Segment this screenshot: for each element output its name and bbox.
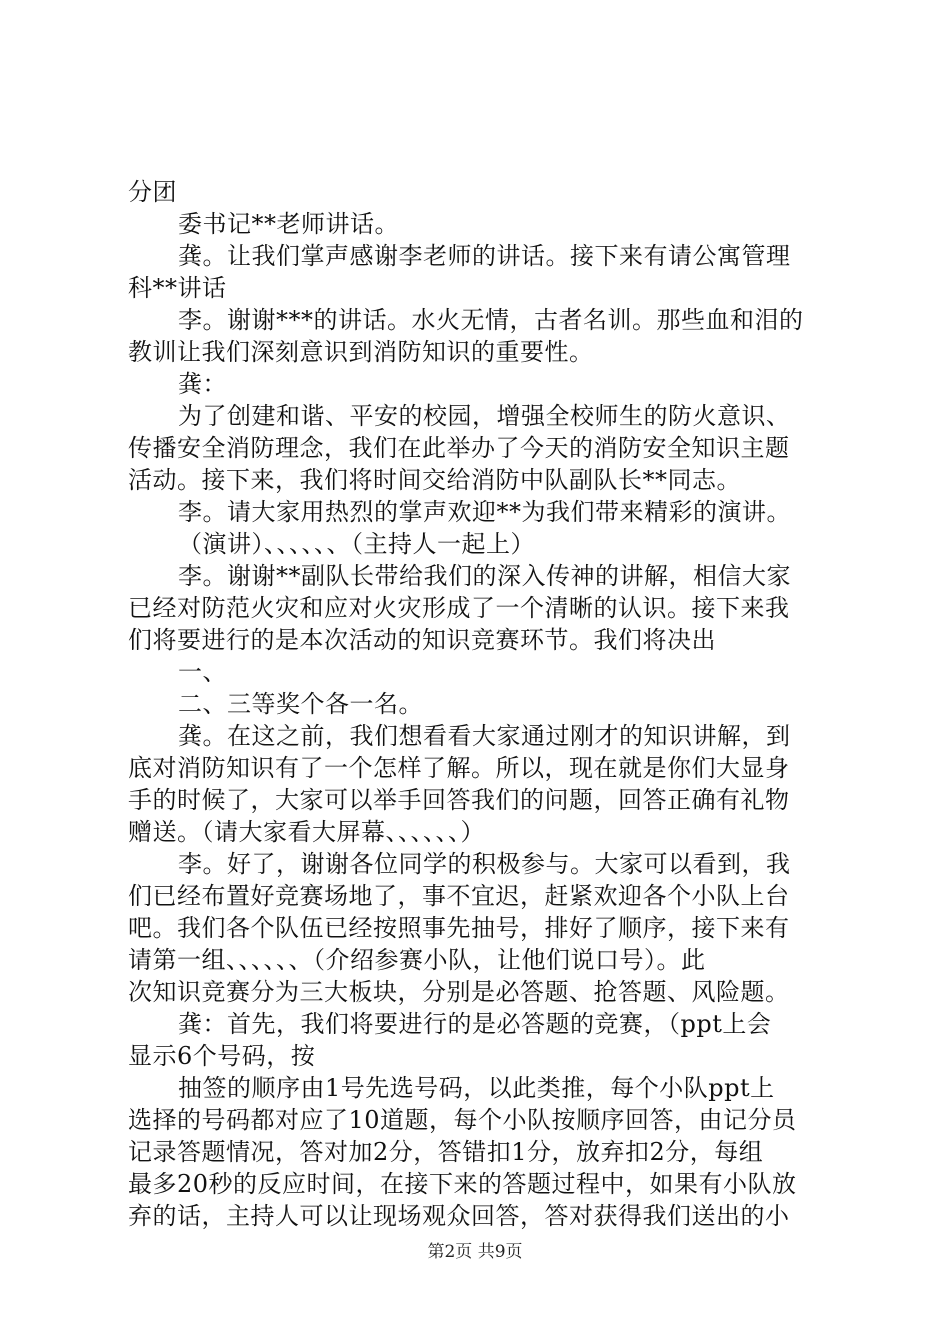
text-line: 最多20秒的反应时间，在接下来的答题过程中，如果有小队放 (128, 1170, 797, 1198)
text-line: 抽签的顺序由1号先选号码，以此类推，每个小队ppt上 (178, 1074, 775, 1102)
document-body (128, 176, 832, 1232)
page-number-footer: 第2页 共9页 (427, 1242, 523, 1262)
text-line: 传播安全消防理念，我们在此举办了今天的消防安全知识主题 (128, 434, 790, 462)
text-line: 显示6个号码，按 (128, 1042, 316, 1070)
text-line: （演讲）、、、、、、（主持人一起上） (178, 530, 535, 558)
text-line: 底对消防知识有了一个怎样了解。所以，现在就是你们大显身 (128, 754, 790, 782)
text-line: 选择的号码都对应了10道题，每个小队按顺序回答，由记分员 (128, 1106, 797, 1134)
text-line: 李。请大家用热烈的掌声欢迎**为我们带来精彩的演讲。 (178, 498, 791, 526)
text-line: 手的时候了，大家可以举手回答我们的问题，回答正确有礼物 (128, 786, 790, 814)
text-line: 龚：首先，我们将要进行的是必答题的竞赛，（ppt上会 (178, 1010, 772, 1038)
text-line: 们将要进行的是本次活动的知识竞赛环节。我们将决出 (128, 626, 716, 654)
text-line: 次知识竞赛分为三大板块，分别是必答题、抢答题、风险题。 (128, 978, 790, 1006)
text-line: 们已经布置好竞赛场地了，事不宜迟，赶紧欢迎各个小队上台 (128, 882, 790, 910)
text-line: 李。好了，谢谢各位同学的积极参与。大家可以看到，我 (178, 850, 791, 878)
text-line: 赠送。（请大家看大屏幕、、、、、、） (128, 818, 485, 846)
text-line: 已经对防范火灾和应对火灾形成了一个清晰的认识。接下来我 (128, 594, 790, 622)
text-line: 一、 (178, 658, 227, 686)
text-line: 请第一组、、、、、、（介绍参赛小队，让他们说口号）。此 (128, 946, 706, 974)
text-line: 科**讲话 (128, 274, 227, 302)
text-line: 记录答题情况，答对加2分，答错扣1分，放弃扣2分，每组 (128, 1138, 764, 1166)
text-line: 吧。我们各个队伍已经按照事先抽号，排好了顺序，接下来有 (128, 914, 790, 942)
text-line: 龚。在这之前，我们想看看大家通过刚才的知识讲解，到 (178, 722, 791, 750)
text-line: 分团 (128, 178, 177, 206)
text-line: 教训让我们深刻意识到消防知识的重要性。 (128, 338, 594, 366)
text-line: 李。谢谢**副队长带给我们的深入传神的讲解，相信大家 (178, 562, 791, 590)
text-line: 为了创建和谐、平安的校园，增强全校师生的防火意识、 (178, 402, 791, 430)
text-line: 弃的话，主持人可以让现场观众回答，答对获得我们送出的小 (128, 1202, 790, 1230)
text-line: 李。谢谢***的讲话。水火无情，古者名训。那些血和泪的 (178, 306, 804, 334)
text-line: 委书记**老师讲话。 (178, 210, 399, 238)
text-line: 龚： (178, 370, 227, 398)
text-line: 二、三等奖个各一名。 (178, 690, 423, 718)
text-line: 龚。让我们掌声感谢李老师的讲话。接下来有请公寓管理 (178, 242, 791, 270)
text-line: 活动。接下来，我们将时间交给消防中队副队长**同志。 (128, 466, 741, 494)
